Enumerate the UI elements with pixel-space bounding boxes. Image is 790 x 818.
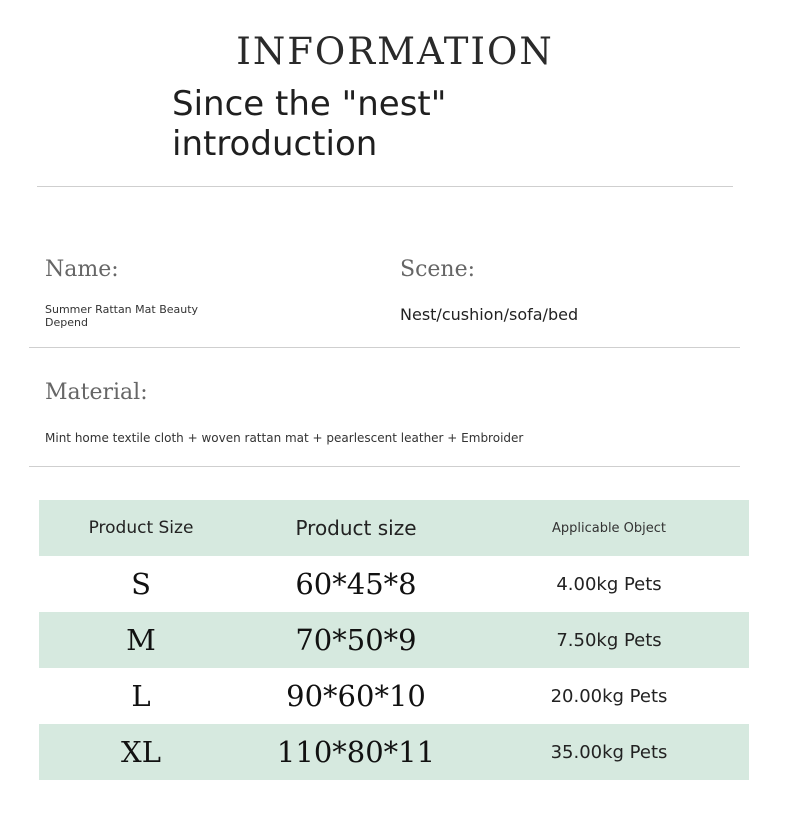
table-row	[39, 556, 749, 612]
material-label: Material:	[45, 380, 148, 405]
table-row	[39, 668, 749, 724]
dims-cell: 70*50*9	[295, 623, 417, 657]
scene-label: Scene:	[400, 257, 476, 282]
object-cell: 7.50kg Pets	[556, 629, 662, 651]
name-value-line-1: Summer Rattan Mat Beauty	[45, 303, 199, 316]
table-header-row	[39, 500, 749, 556]
object-cell: 35.00kg Pets	[550, 741, 668, 763]
name-label: Name:	[45, 257, 119, 282]
page-title: INFORMATION	[236, 30, 554, 73]
header-applicable-object: Applicable Object	[551, 520, 667, 536]
dims-cell: 90*60*10	[286, 679, 426, 713]
size-cell: XL	[121, 735, 161, 769]
object-cell: 4.00kg Pets	[556, 573, 662, 595]
material-divider	[29, 466, 740, 467]
subtitle-line-2: introduction	[172, 124, 378, 164]
title-divider	[37, 186, 733, 187]
table-row	[39, 612, 749, 668]
table-row	[39, 724, 749, 780]
size-cell: S	[131, 567, 151, 601]
info-divider	[29, 347, 740, 348]
name-value	[45, 303, 245, 329]
material-value: Mint home textile cloth + woven rattan mat + pearlescent leather + Embroider	[45, 431, 524, 445]
dims-cell: 60*45*8	[295, 567, 417, 601]
header-product-dimensions: Product size	[295, 516, 417, 540]
subtitle-line-1: Since the "nest"	[172, 84, 447, 124]
scene-value: Nest/cushion/sofa/bed	[400, 305, 579, 324]
size-cell: L	[131, 679, 151, 713]
object-cell: 20.00kg Pets	[550, 685, 668, 707]
name-value-line-2: Depend	[45, 316, 88, 329]
size-table	[39, 500, 749, 780]
size-cell: M	[126, 623, 156, 657]
page-subtitle	[172, 84, 572, 164]
dims-cell: 110*80*11	[276, 735, 436, 769]
header-product-size: Product Size	[88, 518, 194, 538]
